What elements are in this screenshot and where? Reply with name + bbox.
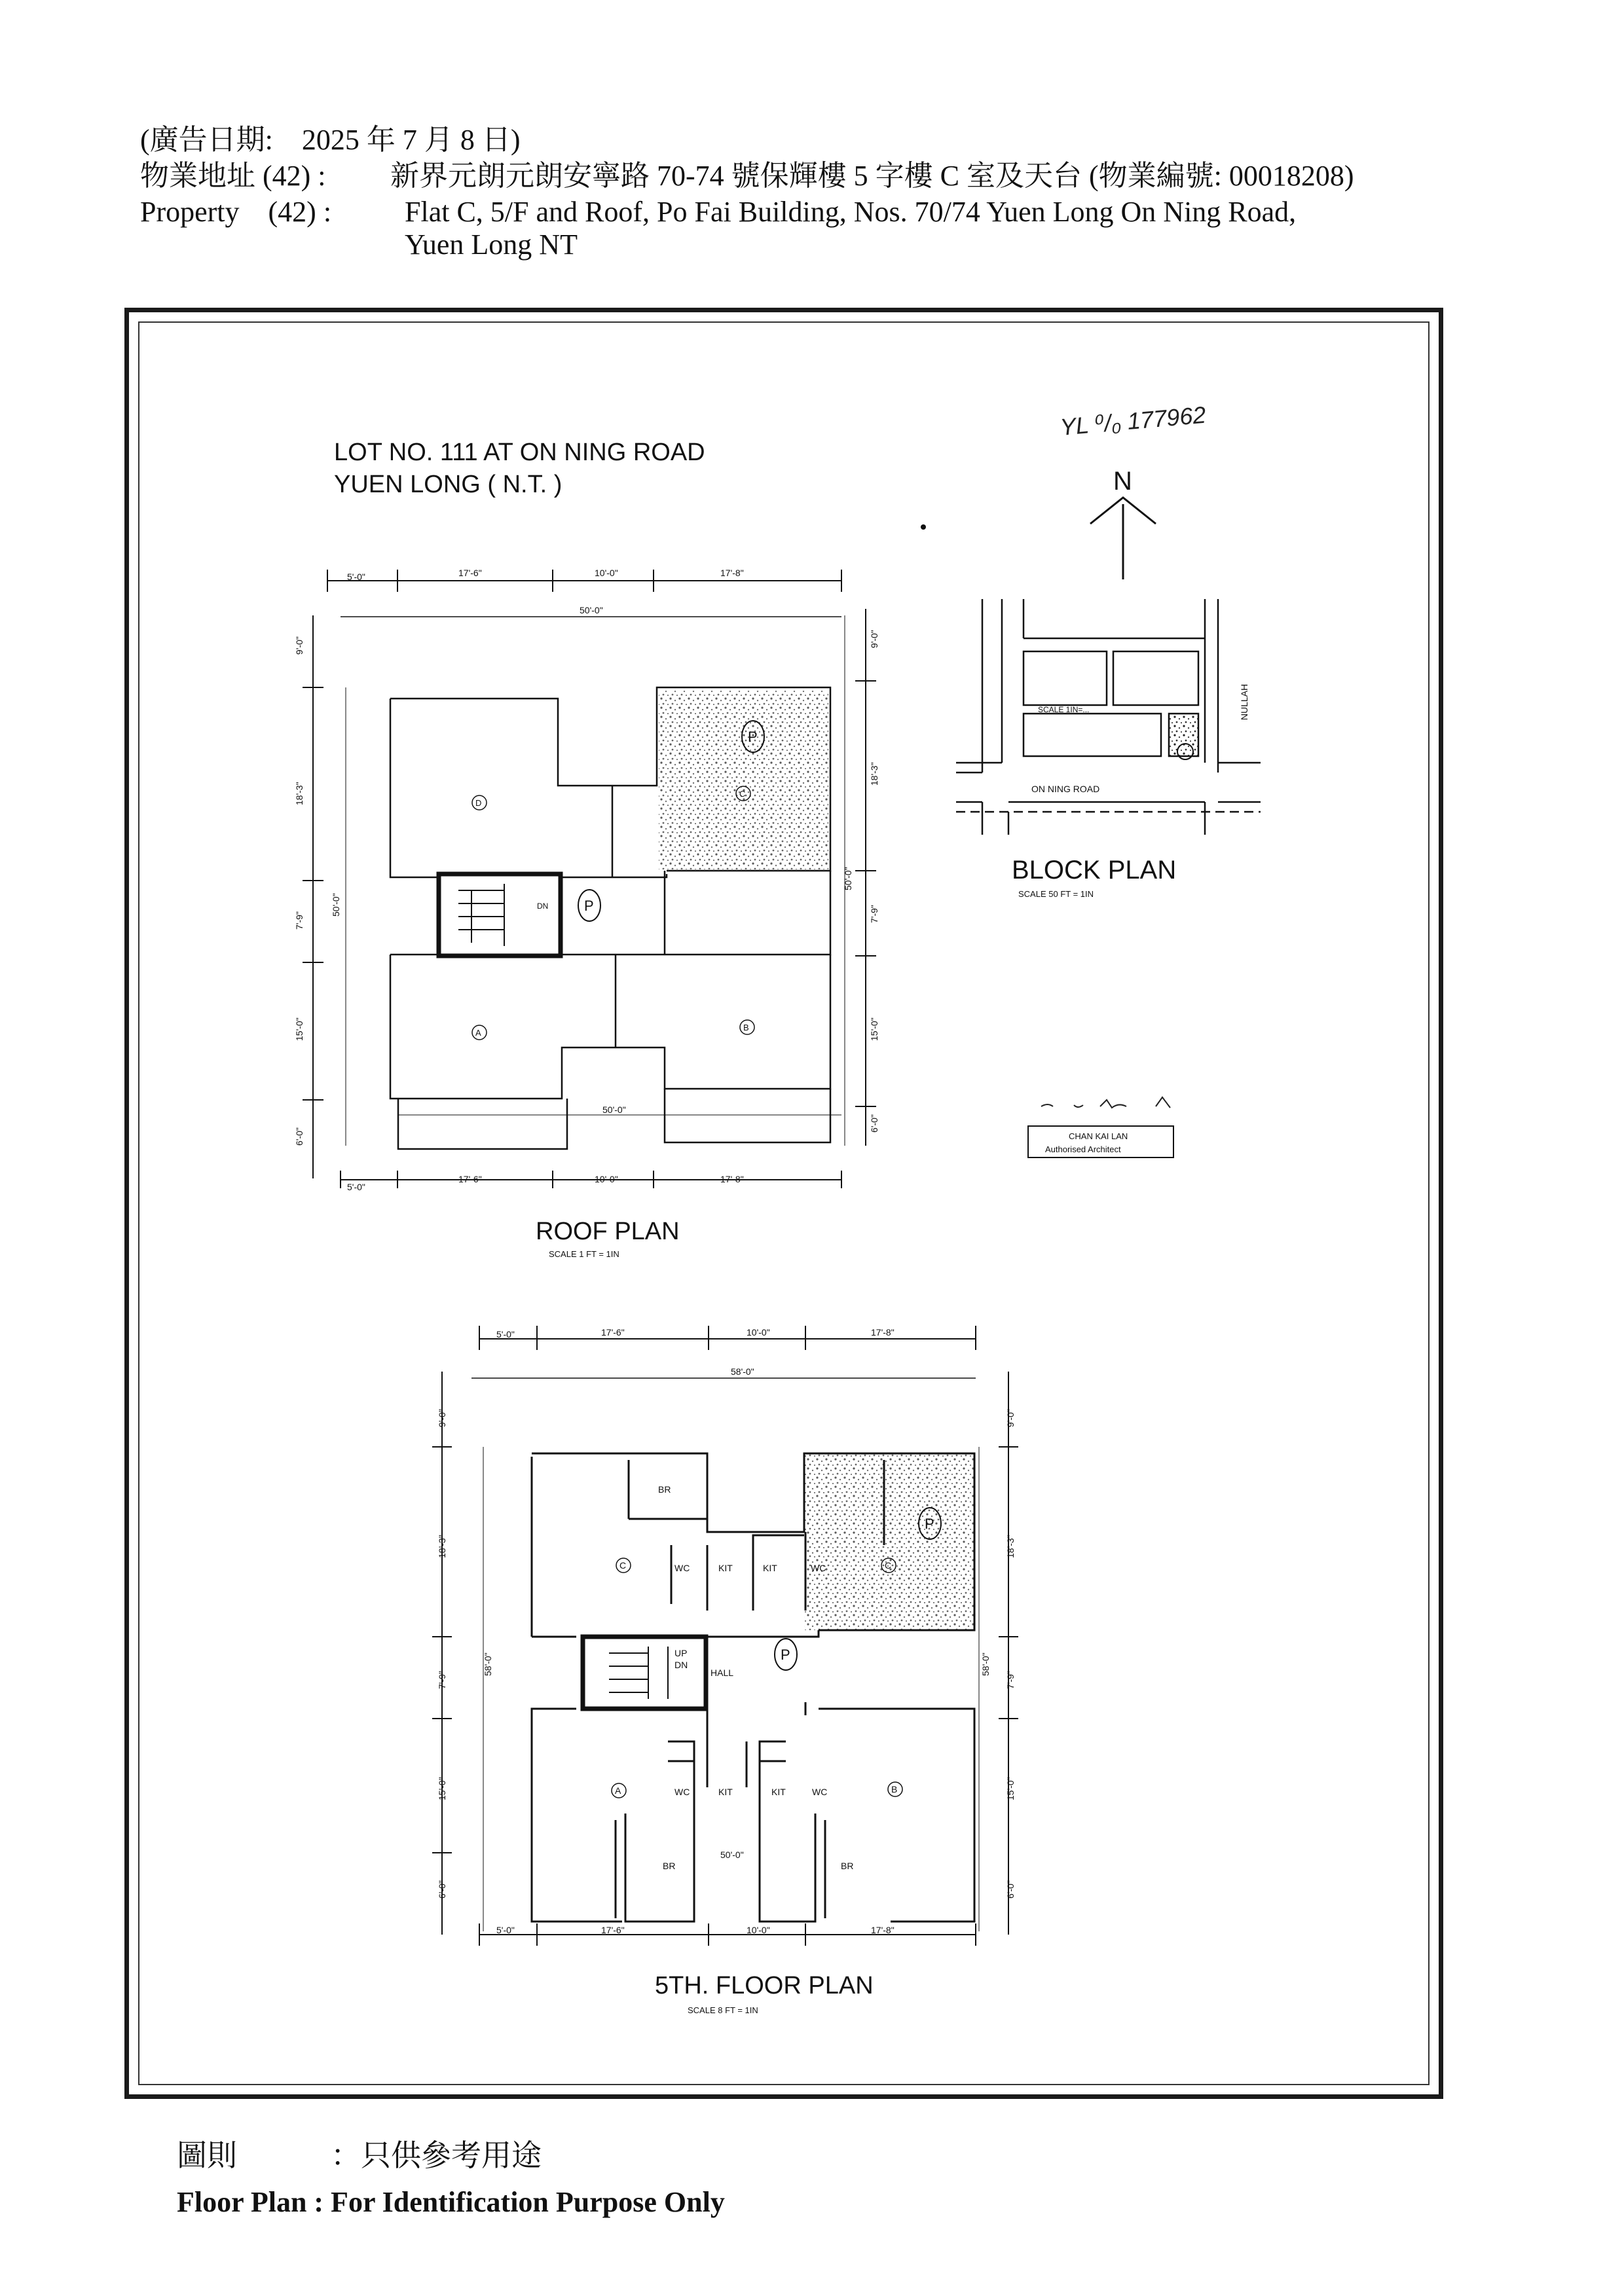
footer-en: Floor Plan : For Identification Purpose Only	[177, 2186, 725, 2218]
roof-dim-left-3: 7'-9"	[294, 911, 304, 930]
f5-dim-right-5: 6'-0"	[1005, 1880, 1016, 1899]
lot-title-2: YUEN LONG ( N.T. )	[334, 471, 563, 498]
roof-dim-left-total: 50'-0"	[331, 893, 341, 917]
f5-room-br-a: BR	[663, 1861, 676, 1871]
roof-stair-dn: DN	[537, 902, 549, 911]
f5-room-br-b: BR	[841, 1861, 854, 1871]
roof-dim-top-4: 17'-8"	[720, 568, 744, 578]
roof-dim-right-2: 18'-3"	[869, 762, 879, 786]
f5-dim-bottom-3: 10'-0"	[747, 1925, 770, 1935]
address-cn-value: 新界元朗元朗安寧路 70-74 號保輝樓 5 字樓 C 室及天台 (物業編號: 00018208)	[390, 160, 1354, 192]
f5-unit-c: C	[885, 1560, 892, 1571]
f5-dim-right-1: 9'-0"	[1005, 1409, 1016, 1427]
block-plan-scale-note: SCALE 1IN=...	[1038, 705, 1090, 714]
roof-plan	[303, 570, 876, 1188]
property-value-line2: Yuen Long NT	[405, 228, 578, 261]
footer-cn-label: 圖則	[177, 2139, 237, 2172]
roof-dim-bottom-2: 17'-6"	[458, 1174, 482, 1184]
roof-dim-top-3: 10'-0"	[595, 568, 618, 578]
f5-dim-top-3: 10'-0"	[747, 1327, 770, 1338]
f5-circled-mark: P	[925, 1516, 934, 1532]
roof-dim-inner: 50'-0"	[602, 1104, 626, 1115]
f5-dim-top-total: 58'-0"	[731, 1366, 754, 1377]
advert-date: (廣告日期: 2025 年 7 月 8 日)	[140, 124, 521, 156]
handwritten-reference: YL ⁰/₀ 177962	[1059, 401, 1207, 441]
f5-room-wc-3: WC	[674, 1787, 690, 1797]
f5-dim-right-total: 58'-0"	[980, 1652, 991, 1676]
roof-unit-d: D	[475, 798, 482, 808]
f5-dim-bottom-2: 17'-6"	[601, 1925, 625, 1935]
f5-stair-dn: DN	[674, 1660, 688, 1670]
f5-dim-inner: 50'-0"	[720, 1850, 744, 1860]
roof-dim-right-3: 7'-9"	[869, 905, 879, 923]
f5-room-kit-2: KIT	[763, 1563, 777, 1573]
fifth-floor-plan-title: 5TH. FLOOR PLAN	[655, 1972, 874, 1999]
f5-dim-left-total: 58'-0"	[483, 1652, 493, 1676]
f5-dim-left-3: 7'-9"	[437, 1671, 447, 1689]
architect-title: Authorised Architect	[1045, 1144, 1121, 1154]
block-plan-road-label: ON NING ROAD	[1031, 784, 1100, 794]
f5-stair-up: UP	[674, 1648, 688, 1658]
roof-dim-right-1: 9'-0"	[869, 630, 879, 648]
lot-title-1: LOT NO. 111 AT ON NING ROAD	[334, 439, 705, 466]
roof-dim-left-2: 18'-3"	[294, 782, 304, 805]
f5-room-wc-2: WC	[811, 1563, 826, 1573]
f5-dim-right-3: 7'-9"	[1005, 1671, 1016, 1689]
roof-dim-right-5: 6'-0"	[869, 1114, 879, 1133]
f5-unit-c-left: C	[619, 1560, 627, 1571]
f5-room-wc-4: WC	[812, 1787, 828, 1797]
roof-dim-top-2: 17'-6"	[458, 568, 482, 578]
footer-cn	[177, 2132, 542, 2175]
roof-dim-left-1: 9'-0"	[294, 636, 304, 655]
roof-unit-c: C	[739, 789, 746, 799]
f5-circled-mark-hall: P	[781, 1647, 790, 1663]
block-plan-nullah-label: NULLAH	[1239, 683, 1249, 720]
f5-dim-left-5: 6'-0"	[437, 1880, 447, 1899]
roof-dim-bottom-1: 5'-0"	[347, 1182, 365, 1192]
f5-dim-top-2: 17'-6"	[601, 1327, 625, 1338]
footer-cn-value: ：只供參考用途	[331, 2139, 542, 2172]
f5-room-kit-4: KIT	[771, 1787, 786, 1797]
f5-dim-left-2: 18'-3"	[437, 1535, 447, 1558]
roof-unit-a: A	[475, 1028, 481, 1038]
roof-plan-scale: SCALE 1 FT = 1IN	[549, 1249, 619, 1259]
roof-dim-bottom-3: 10'-0"	[595, 1174, 618, 1184]
f5-unit-a: A	[615, 1785, 621, 1796]
f5-unit-b: B	[891, 1784, 898, 1795]
north-arrow-icon	[1090, 467, 1156, 579]
roof-dim-top-total: 50'-0"	[580, 605, 603, 615]
block-plan	[956, 599, 1261, 835]
f5-dim-left-4: 15'-0"	[437, 1777, 447, 1800]
roof-dim-bottom-4: 17'-8"	[720, 1174, 744, 1184]
f5-room-br-c: BR	[658, 1484, 671, 1495]
stray-dot	[921, 524, 926, 530]
f5-dim-right-4: 15'-0"	[1005, 1777, 1016, 1800]
f5-dim-top-4: 17'-8"	[871, 1327, 895, 1338]
f5-dim-top-1: 5'-0"	[496, 1329, 515, 1339]
roof-dim-top-1: 5'-0"	[347, 572, 365, 582]
roof-unit-b: B	[743, 1023, 749, 1032]
block-plan-scale: SCALE 50 FT = 1IN	[1018, 889, 1094, 899]
roof-circled-mark: P	[748, 729, 758, 745]
roof-circled-mark-landing: P	[584, 898, 594, 914]
property-label: Property (42) :	[140, 196, 332, 228]
architect-name: CHAN KAI LAN	[1069, 1131, 1128, 1141]
address-cn-label: 物業地址 (42) :	[140, 160, 326, 192]
roof-dim-left-4: 15'-0"	[294, 1017, 304, 1041]
f5-room-kit-1: KIT	[718, 1563, 733, 1573]
f5-dim-bottom-4: 17'-8"	[871, 1925, 895, 1935]
f5-room-kit-3: KIT	[718, 1787, 733, 1797]
f5-dim-bottom-1: 5'-0"	[496, 1925, 515, 1935]
roof-dim-right-total: 50'-0"	[843, 867, 853, 890]
roof-plan-dimensions	[294, 568, 879, 1192]
f5-room-wc-1: WC	[674, 1563, 690, 1573]
f5-dim-right-2: 18'-3"	[1005, 1535, 1016, 1558]
f5-dim-left-1: 9'-0"	[437, 1409, 447, 1427]
fifth-floor-plan-scale: SCALE 8 FT = 1IN	[688, 2005, 758, 2015]
architect-signature-icon	[1041, 1097, 1170, 1108]
roof-plan-title: ROOF PLAN	[536, 1218, 680, 1245]
property-value-line1: Flat C, 5/F and Roof, Po Fai Building, Nos. 70/74 Yuen Long On Ning Road,	[405, 196, 1297, 228]
roof-dim-right-4: 15'-0"	[869, 1017, 879, 1041]
block-plan-title: BLOCK PLAN	[1012, 856, 1177, 884]
roof-dim-left-5: 6'-0"	[294, 1127, 304, 1146]
f5-room-hall: HALL	[710, 1667, 734, 1678]
north-label: N	[1113, 467, 1132, 496]
